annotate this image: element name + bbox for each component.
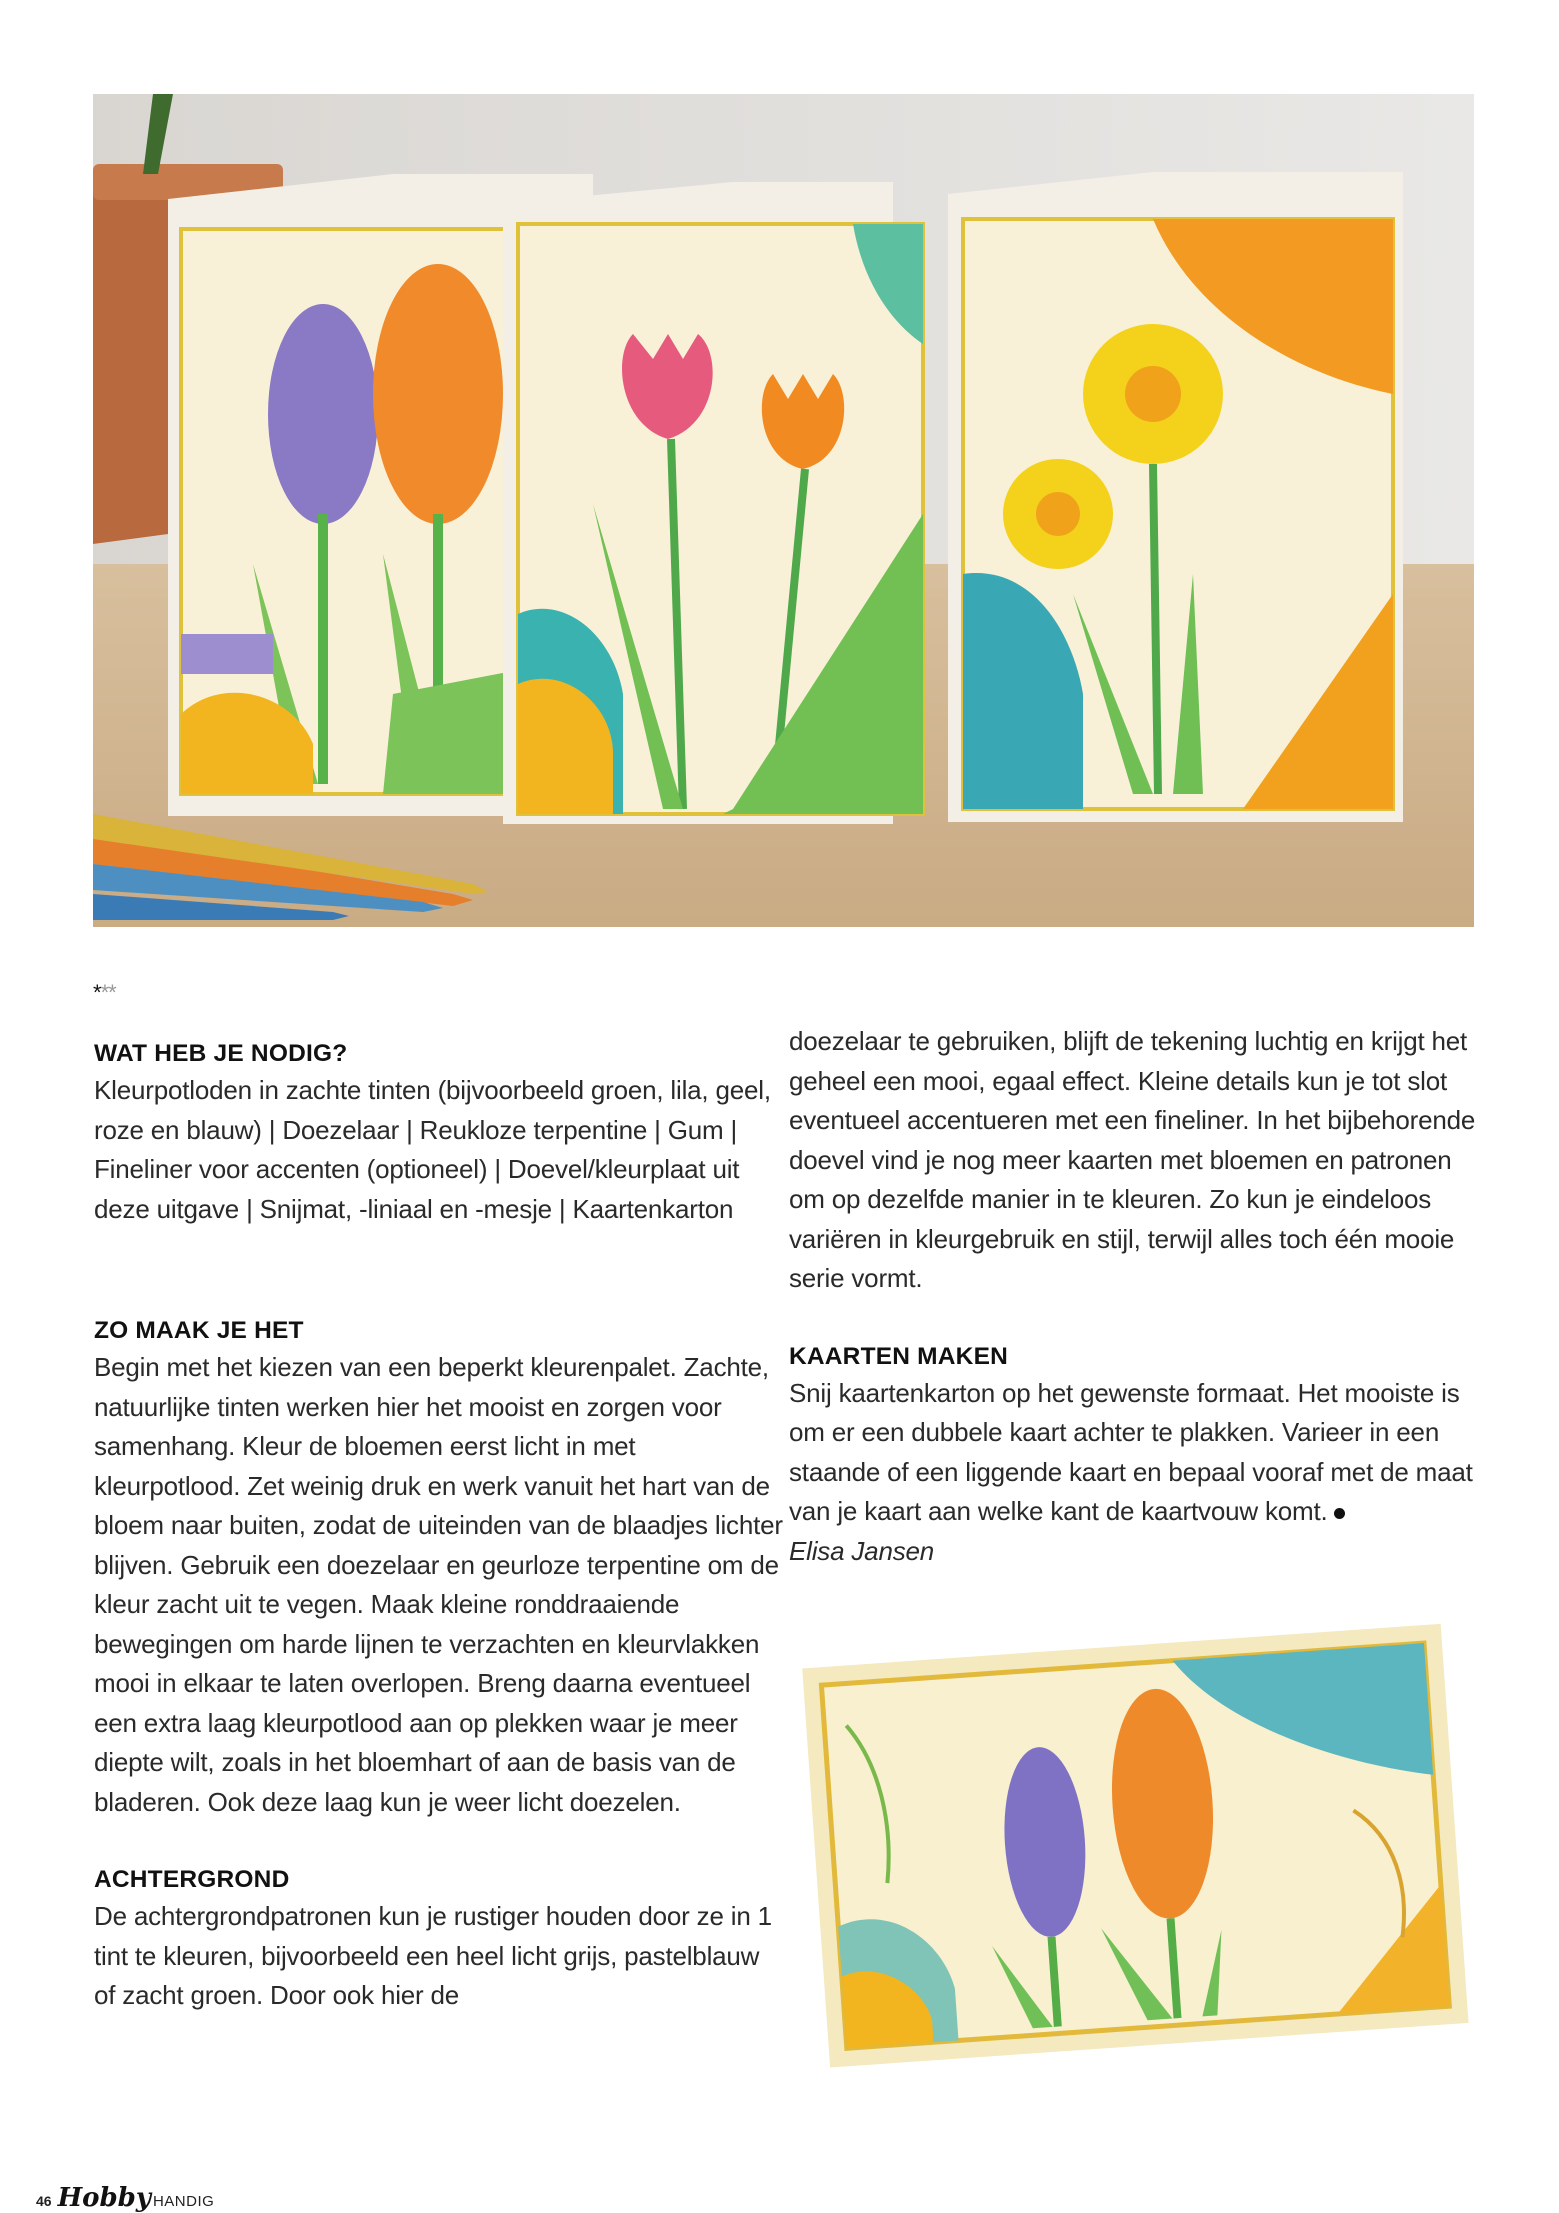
hyacinth-card-photo [795,1605,1495,2075]
page-number: 46 [36,2193,52,2209]
magazine-logo-sub: HANDIG [152,2193,215,2210]
left-column [94,980,784,2016]
background-heading: ACHTERGROND [94,1866,290,1893]
card-tulip [503,182,923,824]
right-column [789,1022,1479,1571]
section-background [94,1862,784,2016]
main-photo [93,94,1474,927]
background-text-continued: doezelaar te gebruiken, blijft de tekening luchtig en krijgt het geheel een mooi, egaal effect. Kleine details kun je tot slot eventueel accentueren met een fineliner. In het bijbehorende doevel vind je nog meer kaarten met bloemen en patronen om op dezelfde manier in te kleuren. Zo kun je eindeloos variëren in kleurgebruik en stijl, terwijl alles toch één mooie serie vormt. [789,1026,1476,1293]
how-text: Begin met het kiezen van een beperkt kleurenpalet. Zachte, natuurlijke tinten werken hier het mooist en zorgen voor samenhang. Kleur de bloemen eerst licht in met kleurpotlood. Zet weinig druk en werk vanuit het hart van de bloem naar buiten, zodat de uiteinden van de blaadjes lichter blijven. Gebruik een doezelaar en geurloze terpentine om de kleur zacht uit te vegen. Maak kleine ronddraaiende bewegingen om harde lijnen te verzachten en kleurvlakken mooi in elkaar te laten overlopen. Breng daarna eventueel een extra laag kleurpotlood aan op plekken waar je meer diepte wilt, zoals in het bloemhart of aan de basis van de bladeren. Ook deze laag kun je weer licht doezelen. [94,1352,783,1817]
section-cards [789,1339,1479,1572]
card-daffodil [948,172,1403,822]
background-text: De achtergrondpatronen kun je rustiger houden door ze in 1 tint te kleuren, bijvoorbeeld een heel licht grijs, pastelblauw of zacht groen. Door ook hier de [94,1901,772,2010]
star-grey-icon: ** [100,980,116,1005]
star-black-icon: * [93,980,101,1005]
magazine-logo-main: Hobby [57,2183,151,2213]
how-heading: ZO MAAK JE HET [94,1317,304,1344]
author-signature: Elisa Jansen [789,1535,935,1566]
end-mark-icon [1334,1508,1345,1519]
needs-text: Kleurpotloden in zachte tinten (bijvoorbeeld groen, lila, geel, roze en blauw) | Doezelaar | Reukloze terpentine | Gum | Fineliner voor accenten (optioneel) | Doevel/kleurplaat uit deze uitgave | Snijmat, -liniaal en -mesje | Kaartenkarton [94,1075,771,1224]
page-footer [36,2183,215,2213]
cards-text-wrap [789,1374,1479,1532]
needs-heading: WAT HEB JE NODIG? [94,1040,348,1067]
section-needs [94,1036,784,1229]
cards-text: Snij kaartenkarton op het gewenste formaat. Het mooiste is om er een dubbele kaart achter te plakken. Varieer in een staande of een liggende kaart en bepaal vooraf met de maat van je kaart aan welke kant de kaartvouw komt. [789,1377,1473,1526]
section-how [94,1313,784,1822]
cards-heading: KAARTEN MAKEN [789,1342,1009,1370]
